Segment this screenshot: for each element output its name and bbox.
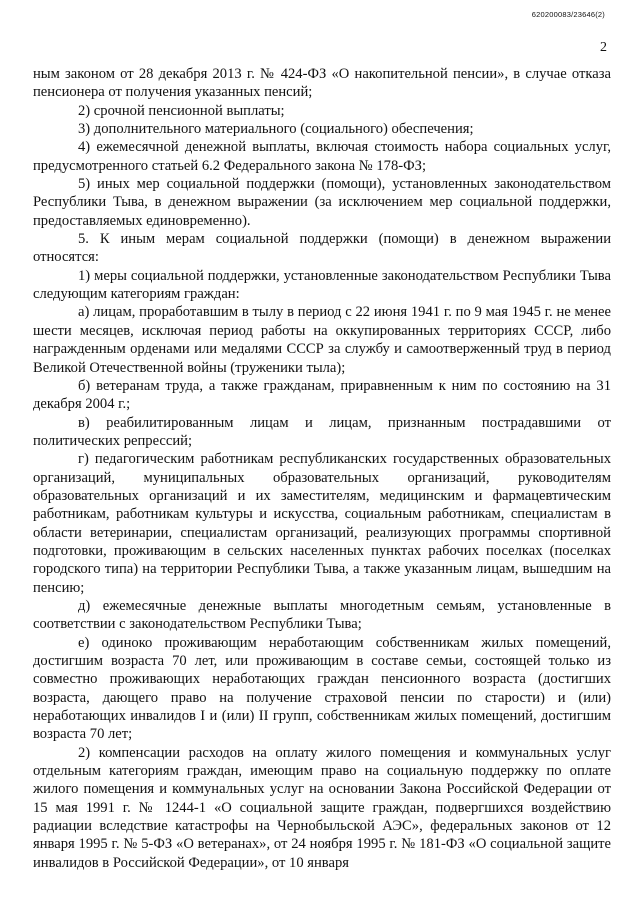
paragraph-item-2: 2) срочной пенсионной выплаты; xyxy=(78,102,285,119)
document-id: 620200083/23646(2) xyxy=(531,10,605,19)
paragraph-subitem-a: а) лицам, проработавшим в тылу в период с 22 июня 1941 г. по 9 мая 1945 г. не менее шести месяцев, исключая период работы на оккупированных территориях СССР, либо награжденным орденами или медалями СССР за службу и самоотверженный труд в период Великой Отечественной войны (труженики тыла); xyxy=(33,304,611,376)
paragraph-subitem-1: 1) меры социальной поддержки, установленные законодательством Республики Тыва следующим категориям граждан: xyxy=(33,267,611,303)
paragraph-subitem-2: 2) компенсации расходов на оплату жилого помещения и коммунальных услуг отдельным категориям граждан, имеющим право на социальную поддержку по оплате жилого помещения и коммунальных услуг на основании Закона Российской Федерации от 15 мая 1991 г. № 1244-1 «О социальной защите граждан, подвергшихся воздействию радиации вследствие катастрофы на Чернобыльской АЭС», федеральных законов от 12 января 1995 г. № 5-ФЗ «О ветеранах», от 24 ноября 1995 г. № 181-ФЗ «О социальной защите инвалидов в Российской Федерации», от 10 января xyxy=(33,744,611,871)
paragraph-subitem-d: д) ежемесячные денежные выплаты многодетным семьям, установленные в соответствии с законодательством Республики Тыва; xyxy=(33,597,611,633)
paragraph-section-5: 5. К иным мерам социальной поддержки (помощи) в денежном выражении относятся: xyxy=(33,231,611,266)
paragraph-subitem-g: г) педагогическим работникам республиканских государственных образовательных организаций, муниципальных образовательных организаций, руководителям образовательных организаций и их заместителям, медицинским и фармацевтическим работникам, работникам культуры и искусства, социальным работникам, специалистам в области ветеринарии, специалистам организаций, реализующих программы спортивной подготовки, проживающим в сельских населенных пунктах рабочих поселках (поселках городского типа) на территории Республики Тыва, а также указанным лицам, вышедшим на пенсию; xyxy=(33,451,611,596)
paragraph-item-4: 4) ежемесячной денежной выплаты, включая стоимость набора социальных услуг, предусмотренного статьей 6.2 Федерального закона № 178-ФЗ; xyxy=(33,139,611,174)
page-number: 2 xyxy=(600,40,607,55)
paragraph-subitem-e: е) одиноко проживающим неработающим собственникам жилых помещений, достигшим возраста 70 лет, или проживающим в составе семьи, состоящей только из совместно проживающих неработающих граждан пенсионного возраста (достигших возраста, дающего право на получение страховой пенсии по старости) и (или) неработающих инвалидов I и (или) II групп, собственникам жилых помещений, достигшим возраста 70 лет; xyxy=(33,634,611,743)
paragraph-item-3: 3) дополнительного материального (социального) обеспечения; xyxy=(78,121,474,138)
paragraph-subitem-b: б) ветеранам труда, а также гражданам, приравненным к ним по состоянию на 31 декабря 2004 г.; xyxy=(33,377,611,413)
paragraph-item-5: 5) иных мер социальной поддержки (помощи), установленных законодательством Республики Тыва, в денежном выражении (за исключением мер социальной поддержки, предоставляемых единовременно). xyxy=(33,176,611,229)
paragraph-subitem-v: в) реабилитированным лицам и лицам, признанным пострадавшими от политических репрессий; xyxy=(33,414,611,449)
paragraph-continuation: ным законом от 28 декабря 2013 г. № 424-ФЗ «О накопительной пенсии», в случае отказа пенсионера от получения указанных пенсий; xyxy=(33,66,611,101)
document-body xyxy=(33,65,611,872)
